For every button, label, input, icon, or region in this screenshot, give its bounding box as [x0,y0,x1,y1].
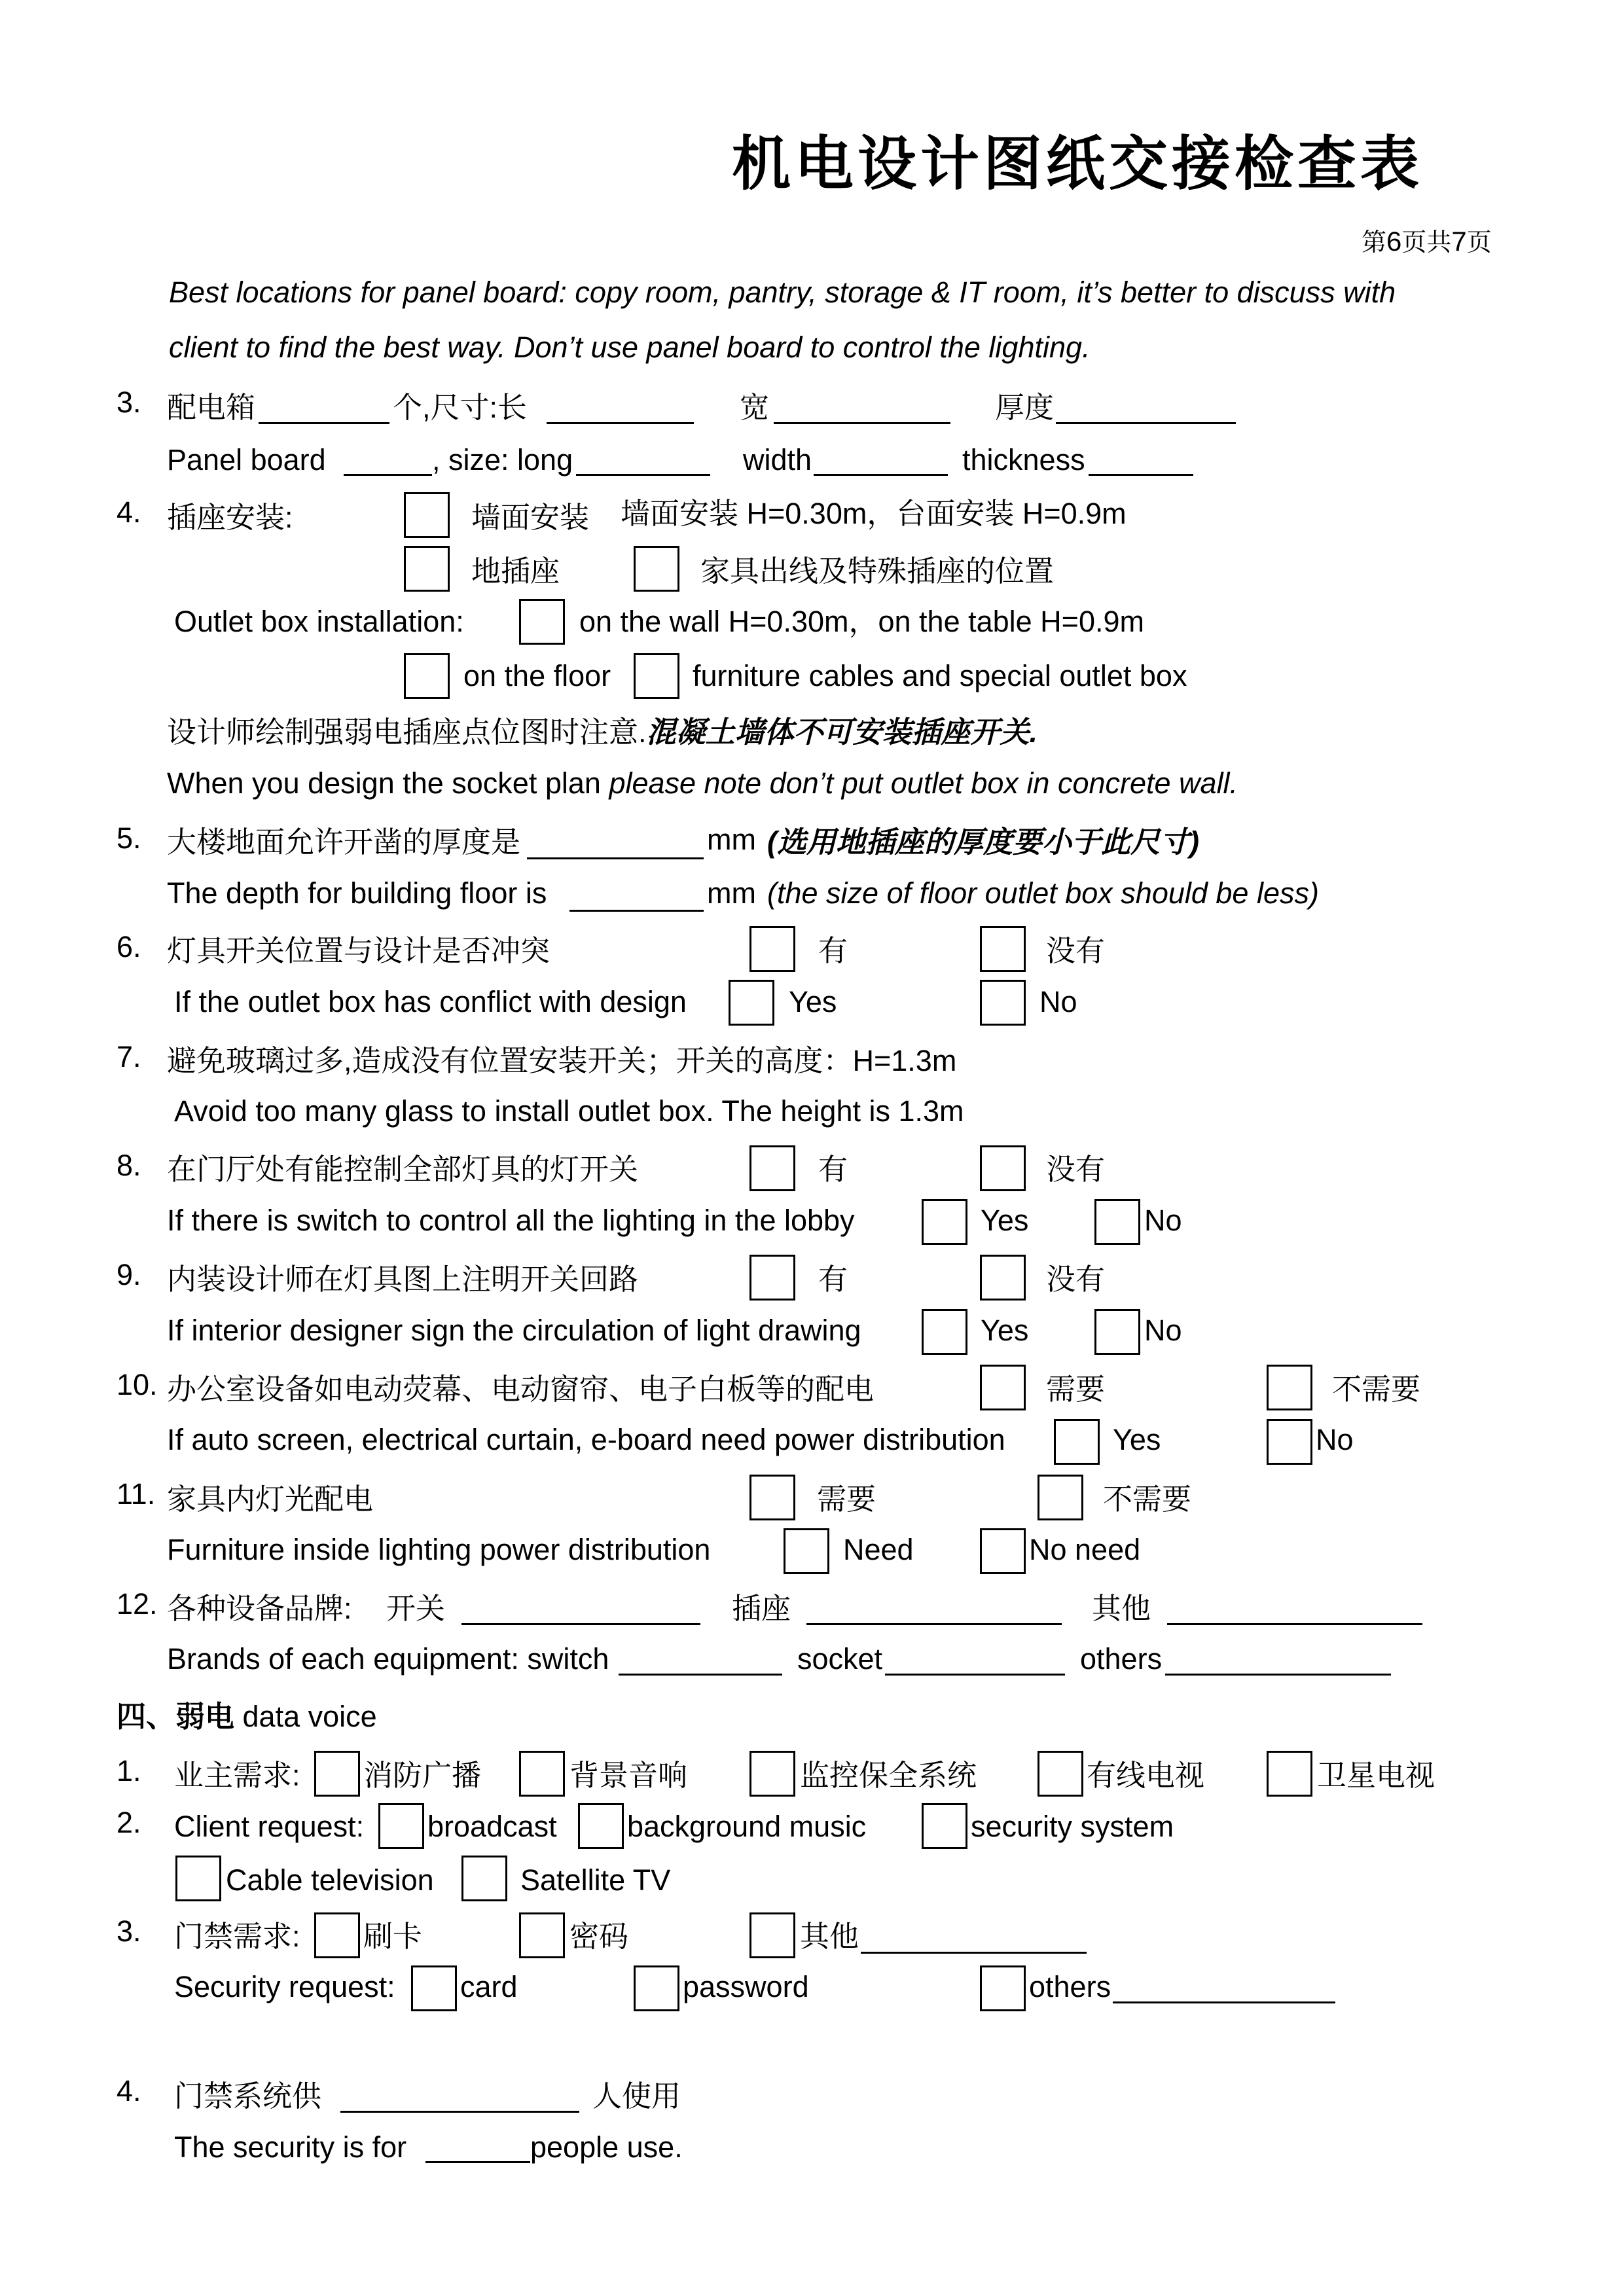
panel-en-width: width [743,443,812,476]
q8-en-no-checkbox[interactable] [1094,1199,1140,1245]
w3-o3: 其他 [800,1920,859,1953]
q9-cn-yes-checkbox[interactable] [749,1255,795,1300]
w3-e1: card [460,1970,518,2003]
item-number-5: 5. [117,821,141,855]
w2-o4: Cable television [226,1863,434,1897]
w2-label: Client request: [174,1810,365,1843]
panel-thickness-cn-field[interactable] [1056,422,1236,424]
w2-o1: broadcast [427,1810,557,1843]
w2-o2: background music [627,1810,867,1843]
q12-cn-socket: 插座 [732,1592,791,1625]
item-number-12: 12. [117,1587,158,1621]
panel-long-en-field[interactable] [576,474,710,476]
floor-en-label: The depth for building floor is [167,876,547,910]
w1-o2-checkbox[interactable] [519,1751,565,1797]
q11-en-no: No need [1029,1533,1141,1566]
q10-cn-yes: 需要 [1046,1372,1106,1406]
floor-depth-en-field[interactable] [569,910,704,912]
page-current: 6 [1386,226,1402,257]
item-number-7: 7. [117,1040,141,1073]
q11-cn: 家具内灯光配电 [167,1482,374,1516]
w4-en-b: people use. [530,2130,683,2164]
outlet-floor-en-checkbox[interactable] [404,653,450,699]
w3-o2: 密码 [569,1920,629,1953]
w2-o4-checkbox[interactable] [175,1856,221,1901]
w3-other-en-field[interactable] [1113,2001,1335,2003]
q7-en: Avoid too many glass to install outlet box. The height is 1.3m [174,1094,964,1128]
page-total: 7 [1451,226,1467,257]
page-number [1362,228,1492,255]
w1-label: 业主需求: [174,1759,300,1792]
panel-cn-width: 宽 [740,391,770,424]
q9-en: If interior designer sign the circulation of light drawing [167,1314,861,1347]
w2-o1-checkbox[interactable] [378,1803,424,1849]
w3-o3-checkbox[interactable] [749,1912,795,1958]
outlet-note-cn-b: 混凝土墙体不可安装插座开关. [646,715,1038,749]
w3-e1-checkbox[interactable] [411,1965,457,2011]
page-title: 机电设计图纸交接检查表 [732,132,1423,197]
q8-en-yes-checkbox[interactable] [922,1199,967,1245]
w3-e3-checkbox[interactable] [980,1965,1026,2011]
q11-en: Furniture inside lighting power distribution [167,1533,711,1566]
w3-o1-checkbox[interactable] [314,1912,360,1958]
w1-o1-checkbox[interactable] [314,1751,360,1797]
w1-o4: 有线电视 [1087,1759,1205,1792]
outlet-note-en-a: When you design the socket plan [167,766,601,800]
q10-en: If auto screen, electrical curtain, e-board need power distribution [167,1423,1005,1456]
w1-o3: 监控保全系统 [800,1759,977,1792]
panel-cn-thickness: 厚度 [995,391,1055,424]
q9-en-no: No [1144,1314,1182,1347]
q9-en-yes: Yes [981,1314,1029,1347]
outlet-note-en-b: please note don’t put outlet box in concrete wall. [609,766,1238,800]
outlet-cn-label: 插座安装: [167,501,293,534]
q9-cn-no-checkbox[interactable] [980,1255,1026,1300]
q12-cn-switch: 开关 [386,1592,446,1625]
w2-o2-checkbox[interactable] [578,1803,624,1849]
outlet-wall-en-label: on the wall H=0.30m，on the table H=0.9m [579,605,1144,638]
outlet-en-label: Outlet box installation: [174,605,464,638]
w-number-1: 1. [117,1754,141,1787]
outlet-wall-cn-checkbox[interactable] [404,492,450,538]
outlet-wall-height-cn: 墙面安装 H=0.30m，台面安装 H=0.9m [621,497,1127,530]
section-4-en: data voice [242,1700,377,1733]
w-number-2: 2. [117,1806,141,1839]
q9-cn-yes: 有 [818,1263,848,1296]
q7-cn: 避免玻璃过多,造成没有位置安装开关；开关的高度：H=1.3m [167,1044,957,1077]
panel-long-cn-field[interactable] [547,422,694,424]
floor-cn-note: (选用地插座的厚度要小于此尺寸) [767,825,1199,859]
panel-thickness-en-field[interactable] [1089,474,1193,476]
w1-o2: 背景音响 [569,1759,688,1792]
w3-label-en: Security request: [174,1970,395,2003]
q8-en: If there is switch to control all the lighting in the lobby [167,1204,855,1237]
q12-en-other: others [1080,1642,1163,1676]
outlet-furniture-en-label: furniture cables and special outlet box [693,659,1187,692]
w2-o5-checkbox[interactable] [461,1856,507,1901]
page-middle: 页共 [1401,229,1452,257]
outlet-note-cn-a: 设计师绘制强弱电插座点位图时注意. [167,715,647,749]
q8-cn-yes-checkbox[interactable] [749,1145,795,1191]
outlet-furniture-cn-checkbox[interactable] [634,546,679,592]
q10-cn-no: 不需要 [1332,1372,1421,1406]
q8-cn: 在门厅处有能控制全部灯具的灯开关 [167,1153,639,1186]
q6-cn-yes-checkbox[interactable] [749,926,795,972]
outlet-furniture-en-checkbox[interactable] [634,653,679,699]
q11-cn-yes-checkbox[interactable] [749,1475,795,1520]
q10-cn-yes-checkbox[interactable] [980,1365,1026,1410]
page-prefix: 第 [1362,229,1387,257]
outlet-wall-en-checkbox[interactable] [519,599,565,645]
brand-switch-en-field[interactable] [619,1674,782,1676]
q10-en-yes-checkbox[interactable] [1054,1419,1100,1465]
panel-count-cn-field[interactable] [259,422,389,424]
panel-cn-size: 个,尺寸:长 [393,391,528,424]
item-number-3: 3. [117,386,141,419]
w4-cn-a: 门禁系统供 [174,2079,322,2113]
floor-en-note: (the size of floor outlet box should be less) [767,876,1319,910]
w4-count-cn-field[interactable] [340,2111,579,2113]
floor-cn-label: 大楼地面允许开凿的厚度是 [167,825,521,859]
q10-cn-no-checkbox[interactable] [1267,1365,1312,1410]
q11-cn-no-checkbox[interactable] [1038,1475,1083,1520]
q8-en-no: No [1144,1204,1182,1237]
q11-en-yes-checkbox[interactable] [784,1528,829,1574]
outlet-floor-cn-checkbox[interactable] [404,546,450,592]
panel-count-en-field[interactable] [344,474,432,476]
section-4-heading [117,1702,377,1731]
item-number-10: 10. [117,1368,158,1401]
outlet-floor-en-label: on the floor [463,659,611,692]
q11-cn-yes: 需要 [817,1482,876,1516]
floor-cn-unit: mm [707,823,756,856]
item-number-9: 9. [117,1258,141,1291]
floor-en-unit: mm [707,876,756,910]
q6-en-no: No [1039,985,1077,1018]
outlet-wall-cn-label: 墙面安装 [471,501,590,534]
w4-count-en-field[interactable] [425,2161,530,2163]
w4-en-a: The security is for [174,2130,407,2164]
page-suffix: 页 [1466,229,1492,257]
outlet-floor-cn-label: 地插座 [471,554,560,588]
w2-o5: Satellite TV [520,1863,671,1897]
outlet-note-cn [167,717,1038,747]
panel-cn-label: 配电箱 [167,391,256,424]
w3-e3: others [1029,1970,1111,2003]
w3-other-cn-field[interactable] [861,1952,1087,1954]
brand-socket-cn-field[interactable] [806,1623,1062,1625]
w-number-3: 3. [117,1914,141,1948]
q9-cn: 内装设计师在灯具图上注明开关回路 [167,1263,639,1296]
floor-depth-cn-field[interactable] [527,857,704,859]
section-4-cn: 四、弱电 [117,1700,235,1733]
brand-switch-cn-field[interactable] [461,1623,700,1625]
q11-cn-no: 不需要 [1103,1482,1192,1516]
q12-cn-other: 其他 [1092,1592,1151,1625]
q9-cn-no: 没有 [1046,1263,1106,1296]
w1-o5: 卫星电视 [1317,1759,1435,1792]
q6-cn-yes: 有 [818,934,848,967]
q8-cn-no: 没有 [1046,1153,1106,1186]
item-number-4: 4. [117,495,141,529]
w3-label-cn: 门禁需求: [174,1920,300,1953]
q12-en-socket: socket [797,1642,883,1676]
item-number-8: 8. [117,1149,141,1182]
q8-cn-no-checkbox[interactable] [980,1145,1026,1191]
outlet-note-en [167,768,1238,798]
q6-en: If the outlet box has conflict with design [174,985,687,1018]
q6-cn-no: 没有 [1046,934,1106,967]
w1-o1: 消防广播 [363,1759,482,1792]
w3-e2-checkbox[interactable] [634,1965,679,2011]
intro-line-1: Best locations for panel board: copy room, pantry, storage & IT room, it’s better to discuss with [169,276,1396,309]
q10-en-no: No [1316,1423,1354,1456]
w3-e2: password [683,1970,809,2003]
q9-en-no-checkbox[interactable] [1094,1309,1140,1355]
q8-en-yes: Yes [981,1204,1029,1237]
w-number-4: 4. [117,2074,141,2108]
item-number-6: 6. [117,930,141,963]
q10-en-yes: Yes [1113,1423,1161,1456]
q6-en-no-checkbox[interactable] [980,980,1026,1026]
w3-o1: 刷卡 [363,1920,423,1953]
q6-cn: 灯具开关位置与设计是否冲突 [167,934,550,967]
intro-line-2: client to find the best way. Don’t use panel board to control the lighting. [169,331,1091,364]
w4-cn-b: 人使用 [592,2079,681,2113]
panel-en-size: , size: long [432,443,573,476]
q6-en-yes-checkbox[interactable] [729,980,774,1026]
q11-en-no-checkbox[interactable] [980,1528,1026,1574]
w2-o3-checkbox[interactable] [922,1803,967,1849]
q8-cn-yes: 有 [818,1153,848,1186]
q6-en-yes: Yes [789,985,837,1018]
panel-en-thickness: thickness [962,443,1085,476]
q10-cn: 办公室设备如电动荧幕、电动窗帘、电子白板等的配电 [167,1372,875,1406]
q12-en: Brands of each equipment: switch [167,1642,609,1676]
w2-o3: security system [971,1810,1174,1843]
outlet-furniture-cn-label: 家具出线及特殊插座的位置 [700,554,1055,588]
q10-en-no-checkbox[interactable] [1267,1419,1312,1465]
q11-en-yes: Need [843,1533,914,1566]
q6-cn-no-checkbox[interactable] [980,926,1026,972]
w1-o5-checkbox[interactable] [1267,1751,1312,1797]
panel-width-cn-field[interactable] [774,422,950,424]
w1-o3-checkbox[interactable] [749,1751,795,1797]
brand-other-en-field[interactable] [1165,1674,1391,1676]
brand-other-cn-field[interactable] [1167,1623,1422,1625]
w3-o2-checkbox[interactable] [519,1912,565,1958]
item-number-11: 11. [117,1477,156,1511]
q9-en-yes-checkbox[interactable] [922,1309,967,1355]
brand-socket-en-field[interactable] [885,1674,1065,1676]
panel-en-label: Panel board [167,443,326,476]
w1-o4-checkbox[interactable] [1038,1751,1083,1797]
q12-cn: 各种设备品牌: [167,1592,352,1625]
panel-width-en-field[interactable] [814,474,948,476]
